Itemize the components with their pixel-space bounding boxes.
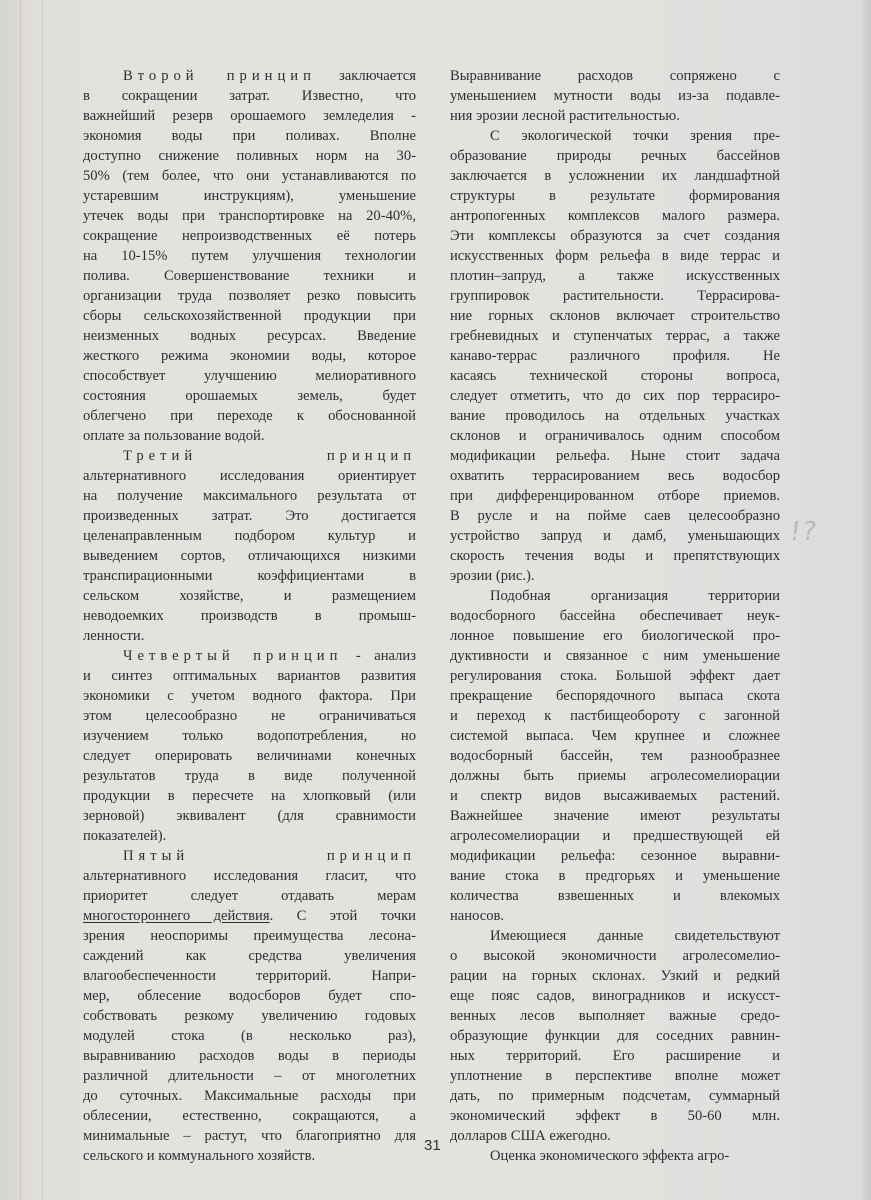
text-line: транспирационными коэффициентами в (83, 568, 416, 584)
text-line: уменьшением мутности воды из-за подавле- (450, 88, 780, 104)
text-line: гребневидных и ступенчатых террас, а также (450, 328, 780, 344)
text-line: Имеющиеся данные свидетельствуют (490, 928, 780, 944)
text-line: склонов и ограничивалось одним способом (450, 428, 780, 444)
text-line: дуктивности и связанное с ним уменьшение (450, 648, 780, 664)
text-line: продукции в пересчете на хлопковый (или (83, 788, 416, 804)
text-line: уплотнение в перспективе вполне может (450, 1068, 780, 1084)
text-line: экономический эффект в 50-60 млн. (450, 1108, 780, 1124)
text-line: следует отметить, что до сих пор террасиро- (450, 388, 780, 404)
text-line: сборы сельскохозяйственной продукции при (83, 308, 416, 324)
spaced-heading-phrase: Четвертый принцип (123, 648, 343, 664)
text-line: охватить террасированием весь водосбор (450, 468, 780, 484)
text-line: образующие функции для соседних равнин- (450, 1028, 780, 1044)
right-text-column (450, 66, 780, 1166)
text-line: наносов. (450, 908, 505, 924)
text-line: агролесомелиорации и предшествующей ей (450, 828, 780, 844)
text-line: модификации рельефа: сезонное выравни- (450, 848, 780, 864)
text-line: модулей стока (в несколько раз), (83, 1028, 416, 1044)
text-line: сельском хозяйстве, и размещением (83, 588, 416, 604)
text-line: до суточных. Максимальные расходы при (83, 1088, 416, 1104)
text-line: экономики с учетом водного фактора. При (83, 688, 416, 704)
text-line: приоритет следует отдавать мерам (83, 888, 416, 904)
text-line: дать, по примерным подсчетам, суммарный (450, 1088, 780, 1104)
text-line: зрения неоспоримы преимущества лесона- (83, 928, 416, 944)
text-line: облесении, естественно, сокращаются, а (83, 1108, 416, 1124)
text-line: ния эрозии лесной растительностью. (450, 108, 680, 124)
text-line: ленности. (83, 628, 145, 644)
text-line: канаво-террас различного профиля. Не (450, 348, 780, 364)
text-line: утечек воды при транспортировке на 20-40%, (83, 208, 416, 224)
text-line: группировок растительности. Террасирова- (450, 288, 780, 304)
text-line: на 10-15% путем улучшения технологии (83, 248, 416, 264)
spaced-heading-phrase: Пятый принцип (123, 848, 416, 864)
text-line: ных территорий. Его расширение и (450, 1048, 780, 1064)
text-line: показателей). (83, 828, 167, 844)
text-line: водосборного бассейна обеспечивает неук- (450, 608, 780, 624)
text-line: изучением только водопотребления, но (83, 728, 416, 744)
text-line: экономия воды при поливах. Вполне (83, 128, 416, 144)
text-line: Подобная организация территории (490, 588, 780, 604)
text-line: скорость течения воды и препятствующих (450, 548, 780, 564)
text-line: сельского и коммунального хозяйств. (83, 1148, 316, 1164)
text-line: о высокой экономичности агролесомелио- (450, 948, 780, 964)
text-line: эрозии (рис.). (450, 568, 535, 584)
text-line: водосборный бассейн, тем разнообразнее (450, 748, 780, 764)
text-line: различной длительности – от многолетних (83, 1068, 416, 1084)
text-line: количества взвешенных и влекомых (450, 888, 780, 904)
pencil-margin-note: !? (787, 517, 821, 547)
text-line: произведенных затрат. Это достигается (83, 508, 416, 524)
page-edge-line (20, 0, 21, 1200)
text-line: собствовать резкому увеличению годовых (83, 1008, 416, 1024)
text-line: еще пояс садов, виноградников и искусст- (450, 988, 780, 1004)
text-line: неизменных водных ресурсах. Введение (83, 328, 416, 344)
underlined-phrase: многостороннего действия (83, 908, 270, 924)
text-line: вание проводилось на отдельных участках (450, 408, 780, 424)
text-line: регулирования стока. Большой эффект дает (450, 668, 780, 684)
line-text: - анализ (342, 648, 416, 664)
text-line: минимальные – растут, что благоприятно для (83, 1128, 416, 1144)
text-line: системой выпаса. Чем крупнее и сложнее (450, 728, 780, 744)
text-line: состояния орошаемых земель, будет (83, 388, 416, 404)
text-line: выравниванию расходов воды в периоды (83, 1048, 416, 1064)
text-line: рации на горных склонах. Узкий и редкий (450, 968, 780, 984)
text-line: 50% (тем более, что они устанавливаются по (83, 168, 416, 184)
spaced-heading-phrase: Второй принцип (123, 68, 316, 84)
left-text-column (83, 66, 416, 1166)
text-line: ние горных склонов включает строительство (450, 308, 780, 324)
text-line: неводоемких производств в промыш- (83, 608, 416, 624)
text-line: Важнейшее значение имеют результаты (450, 808, 780, 824)
text-line: способствует улучшению мелиоративного (83, 368, 416, 384)
text-line: целенаправленным подбором культур и (83, 528, 416, 544)
text-line (83, 446, 416, 466)
text-line: модификации рельефа. Ныне стоит задача (450, 448, 780, 464)
text-line: структуры в результате формирования (450, 188, 780, 204)
text-line: на получение максимального результата от (83, 488, 416, 504)
line-text: заключается (315, 68, 416, 84)
text-line: устройство запруд и дамб, уменьшающих (450, 528, 780, 544)
text-line: доступно снижение поливных норм на 30- (83, 148, 416, 164)
text-line: в сокращении затрат. Известно, что (83, 88, 416, 104)
text-line: саждений как средства увеличения (83, 948, 416, 964)
text-line: при дифференцированном отборе приемов. (450, 488, 780, 504)
text-line: мер, облесение водосборов будет спо- (83, 988, 416, 1004)
text-line: плотин–запруд, а также искусственных (450, 268, 780, 284)
text-line: антропогенных комплексов малого размера. (450, 208, 780, 224)
text-line: важнейший резерв орошаемого земледелия - (83, 108, 416, 124)
text-line: заключается в усложнении их ландшафтной (450, 168, 780, 184)
text-line (83, 646, 416, 666)
text-line: этом целесообразно не ограничиваться (83, 708, 416, 724)
text-line: венных лесов выполняет важные средо- (450, 1008, 780, 1024)
text-line: Эти комплексы образуются за счет создания (450, 228, 780, 244)
spaced-heading-phrase: Третий принцип (123, 448, 416, 464)
text-line: полива. Совершенствование техники и (83, 268, 416, 284)
text-line: устаревшим инструкциям), уменьшение (83, 188, 416, 204)
page-edge-line (42, 0, 43, 1200)
text-line: и переход к пастбищеобороту с загонной (450, 708, 780, 724)
text-line: и спектр видов высаживаемых растений. (450, 788, 780, 804)
text-line: и синтез оптимальных вариантов развития (83, 668, 416, 684)
text-line: вание стока в предгорьях и уменьшение (450, 868, 780, 884)
text-line: прекращение беспорядочного выпаса скота (450, 688, 780, 704)
text-line: альтернативного исследования гласит, что (83, 868, 416, 884)
text-line: зерновой) эквивалент (для сравнимости (83, 808, 416, 824)
text-line: следует оперировать величинами конечных (83, 748, 416, 764)
line-text: . С этой точки (269, 908, 416, 924)
text-line (83, 846, 416, 866)
text-line: образование природы речных бассейнов (450, 148, 780, 164)
text-line: организации труда позволяет резко повысить (83, 288, 416, 304)
text-line: облегчено при переходе к обоснованной (83, 408, 416, 424)
text-line: альтернативного исследования ориентирует (83, 468, 416, 484)
text-line: долларов США ежегодно. (450, 1128, 611, 1144)
text-line (83, 66, 416, 86)
text-line: лонное повышение его биологической про- (450, 628, 780, 644)
text-line: С экологической точки зрения пре- (490, 128, 780, 144)
text-line: результатов труда в виде полученной (83, 768, 416, 784)
text-line: искусственных форм рельефа в виде террас и (450, 248, 780, 264)
text-line: В русле и на пойме саев целесообразно (450, 508, 780, 524)
text-line: должны быть приемы агролесомелиорации (450, 768, 780, 784)
text-line: выведением сортов, отличающихся низкими (83, 548, 416, 564)
page-number: 31 (424, 1137, 441, 1154)
text-line: сокращение непроизводственных её потерь (83, 228, 416, 244)
text-line: Выравнивание расходов сопряжено с (450, 68, 780, 84)
text-line (83, 906, 416, 926)
text-line: влагообеспеченности территорий. Напри- (83, 968, 416, 984)
text-line: жесткого режима экономии воды, которое (83, 348, 416, 364)
text-line: касаясь технической стороны вопроса, (450, 368, 780, 384)
text-line: Оценка экономического эффекта агро- (490, 1148, 730, 1164)
text-line: оплате за пользование водой. (83, 428, 265, 444)
